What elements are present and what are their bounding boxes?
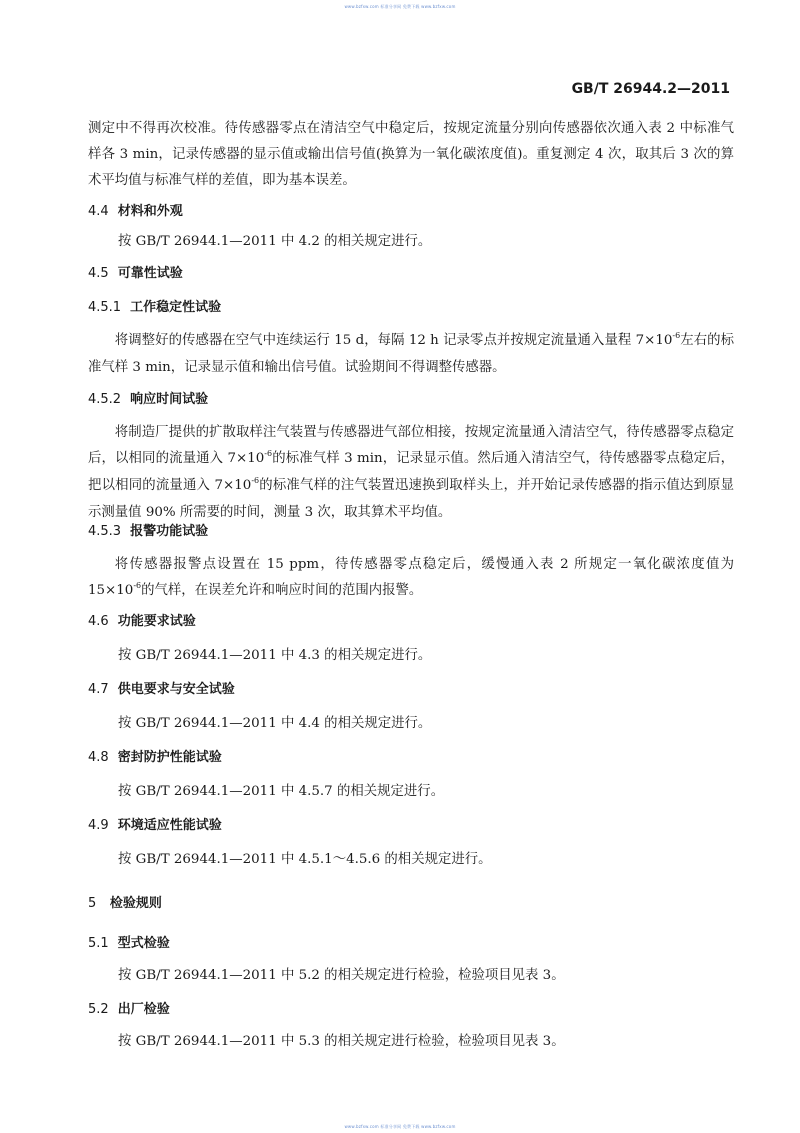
body-5-2: 按 GB/T 26944.1—2011 中 5.3 的相关规定进行检验，检验项目见表 3。 [118,1034,565,1049]
body-text: 将传感器报警点设置在 15 ppm，待传感器零点稳定后，缓慢通入表 2 所规定一氧化碳浓度值为 15×10 [88,557,734,598]
section-title: 材料和外观 [117,204,183,219]
body-text: 的标准气样的注气装置迅速换到取样头上，并开始记录传感器的指示值达到原显示测量值 90% 所需要的时间，测量 3 次，取其算术平均值。 [88,478,734,520]
superscript: -6 [251,476,260,485]
heading-4-5-3 [88,522,208,542]
intro-paragraph: 测定中不得再次校准。待传感器零点在清洁空气中稳定后，按规定流量分别向传感器依次通入表 2 中标准气样各 3 min，记录传感器的显示值或输出信号值(换算为一氧化碳浓度值)。重复测定 4 次，取其后 3 次的算术平均值与标准气样的差值，即为基本误差。 [88,121,734,188]
section-title: 响应时间试验 [130,392,209,407]
section-number: 4.7 [88,682,109,697]
superscript: -6 [264,449,273,458]
standard-code: GB/T 26944.2—2011 [571,81,730,97]
heading-5-1 [88,934,170,954]
section-title: 环境适应性能试验 [117,818,222,833]
section-title: 检验规则 [109,896,162,911]
section-number: 4.5.1 [88,300,122,315]
heading-4-8 [88,748,222,768]
section-number: 5 [88,896,97,911]
section-number: 5.2 [88,1002,109,1017]
section-title: 出厂检验 [117,1002,170,1017]
section-number: 4.5.3 [88,524,122,539]
section-title: 密封防护性能试验 [117,750,222,765]
heading-4-7 [88,680,235,700]
body-4-6: 按 GB/T 26944.1—2011 中 4.3 的相关规定进行。 [118,648,432,663]
body-4-5-3 [88,552,734,605]
section-number: 4.5 [88,266,109,281]
section-number: 4.5.2 [88,392,122,407]
body-text: 的气样，在误差允许和响应时间的范围内报警。 [141,583,423,598]
watermark-top: www.bzfxw.com 标准分享网 免费下载 www.bzfxw.com [344,4,456,9]
heading-4-4 [88,202,183,222]
section-title: 工作稳定性试验 [130,300,222,315]
body-text: 将调整好的传感器在空气中连续运行 15 d，每隔 12 h 记录零点并按规定流量通入量程 7×10 [114,333,673,348]
heading-4-5 [88,264,183,284]
heading-5-2 [88,1000,170,1020]
body-text: 的标准气样 3 min，记录显示值。然后通入清洁空气，待传感器零点稳定后，把以相同的流量通入 7×10 [88,451,734,493]
superscript: -6 [133,581,142,590]
section-title: 供电要求与安全试验 [117,682,235,697]
watermark-bottom: www.bzfxw.com 标准分享网 免费下载 www.bzfxw.com [344,1124,456,1129]
section-number: 4.4 [88,204,109,219]
superscript: -6 [672,331,681,340]
heading-4-5-2 [88,390,208,410]
body-text: 将制造厂提供的扩散取样注气装置与传感器进气部位相接，按规定流量通入清洁空气，待传感器零点稳定后，以相同的流量通入 7×10 [88,425,734,466]
section-number: 4.9 [88,818,109,833]
section-title: 型式检验 [117,936,170,951]
body-5-1: 按 GB/T 26944.1—2011 中 5.2 的相关规定进行检验，检验项目见表 3。 [118,968,565,983]
section-number: 4.8 [88,750,109,765]
section-title: 可靠性试验 [117,266,183,281]
body-4-4: 按 GB/T 26944.1—2011 中 4.2 的相关规定进行。 [118,234,432,249]
body-4-9: 按 GB/T 26944.1—2011 中 4.5.1～4.5.6 的相关规定进行。 [118,852,492,867]
body-text: 左右的标准气样 3 min，记录显示值和输出信号值。试验期间不得调整传感器。 [88,333,734,375]
section-number: 5.1 [88,936,109,951]
heading-4-5-1 [88,298,221,318]
heading-4-9 [88,816,222,836]
section-number: 4.6 [88,614,109,629]
section-title: 功能要求试验 [117,614,196,629]
heading-5 [88,894,162,914]
body-4-8: 按 GB/T 26944.1—2011 中 4.5.7 的相关规定进行。 [118,784,445,799]
body-4-5-2 [88,420,734,526]
section-title: 报警功能试验 [130,524,209,539]
heading-4-6 [88,612,196,632]
body-4-5-1 [88,328,734,381]
body-4-7: 按 GB/T 26944.1—2011 中 4.4 的相关规定进行。 [118,716,432,731]
